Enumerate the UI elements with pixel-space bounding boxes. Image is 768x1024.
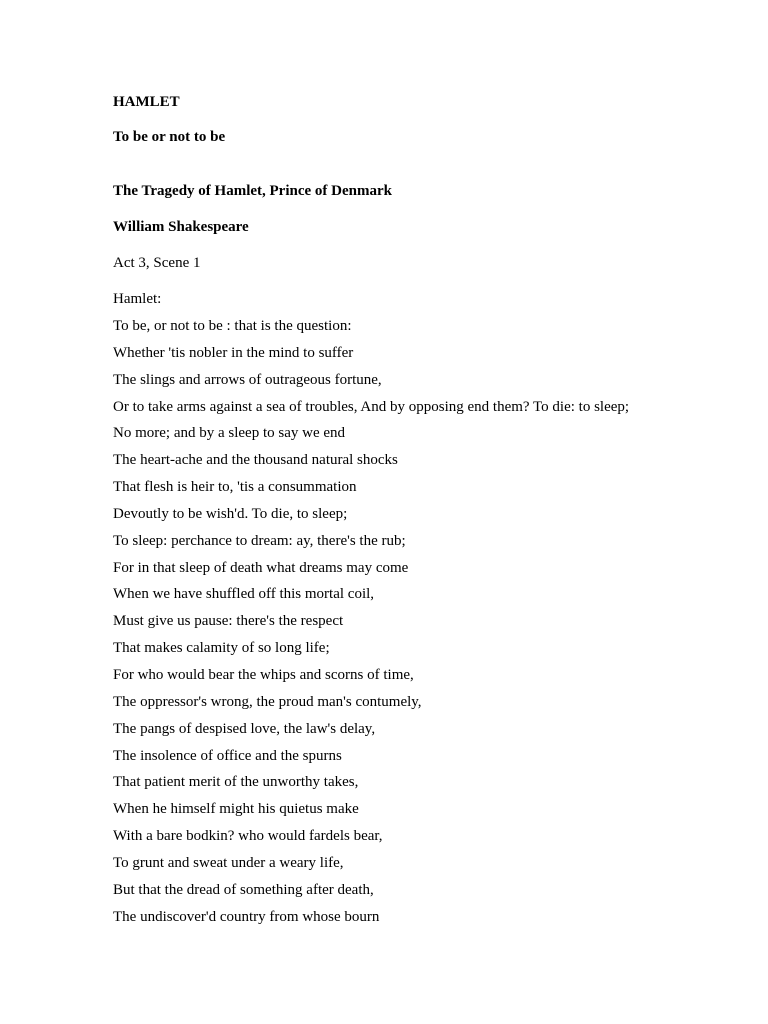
document-page (113, 93, 733, 934)
verse-line: The insolence of office and the spurns (113, 747, 342, 764)
verse-line: That makes calamity of so long life; (113, 640, 330, 657)
verse-line: The pangs of despised love, the law's delay, (113, 720, 376, 737)
author-name: William Shakespeare (113, 219, 249, 235)
verse-line: The undiscover'd country from whose bourn (113, 908, 380, 925)
scene-heading: Act 3, Scene 1 (113, 255, 201, 271)
verse-line: Must give us pause: there's the respect (113, 613, 344, 630)
verse-line: Or to take arms against a sea of troubles, And by opposing end them? To die: to sleep; (113, 398, 630, 415)
verse-line: That flesh is heir to, 'tis a consummation (113, 479, 357, 496)
verse-line: To be, or not to be : that is the question: (113, 318, 352, 334)
speaker-name: Hamlet: (113, 291, 162, 307)
verse-line: To sleep: perchance to dream: ay, there's the rub; (113, 532, 406, 549)
verse-line: For in that sleep of death what dreams may come (113, 559, 409, 576)
document-title: HAMLET (113, 94, 180, 110)
verse-line: Whether 'tis nobler in the mind to suffer (113, 344, 354, 361)
verse-line: The slings and arrows of outrageous fortune, (113, 371, 382, 388)
work-title: The Tragedy of Hamlet, Prince of Denmark (113, 183, 392, 199)
verse-block (113, 317, 733, 926)
verse-line: With a bare bodkin? who would fardels bear, (113, 828, 383, 845)
verse-line: To grunt and sweat under a weary life, (113, 854, 344, 871)
document-subtitle: To be or not to be (113, 129, 226, 145)
verse-line: When we have shuffled off this mortal coil, (113, 586, 375, 603)
verse-line: But that the dread of something after death, (113, 881, 374, 898)
verse-line: The oppressor's wrong, the proud man's contumely, (113, 693, 422, 710)
verse-line: The heart-ache and the thousand natural shocks (113, 452, 398, 469)
verse-line: That patient merit of the unworthy takes, (113, 774, 359, 791)
verse-line: No more; and by a sleep to say we end (113, 425, 346, 442)
verse-line: When he himself might his quietus make (113, 801, 359, 818)
verse-line: For who would bear the whips and scorns of time, (113, 666, 414, 683)
verse-line: Devoutly to be wish'd. To die, to sleep; (113, 505, 348, 522)
